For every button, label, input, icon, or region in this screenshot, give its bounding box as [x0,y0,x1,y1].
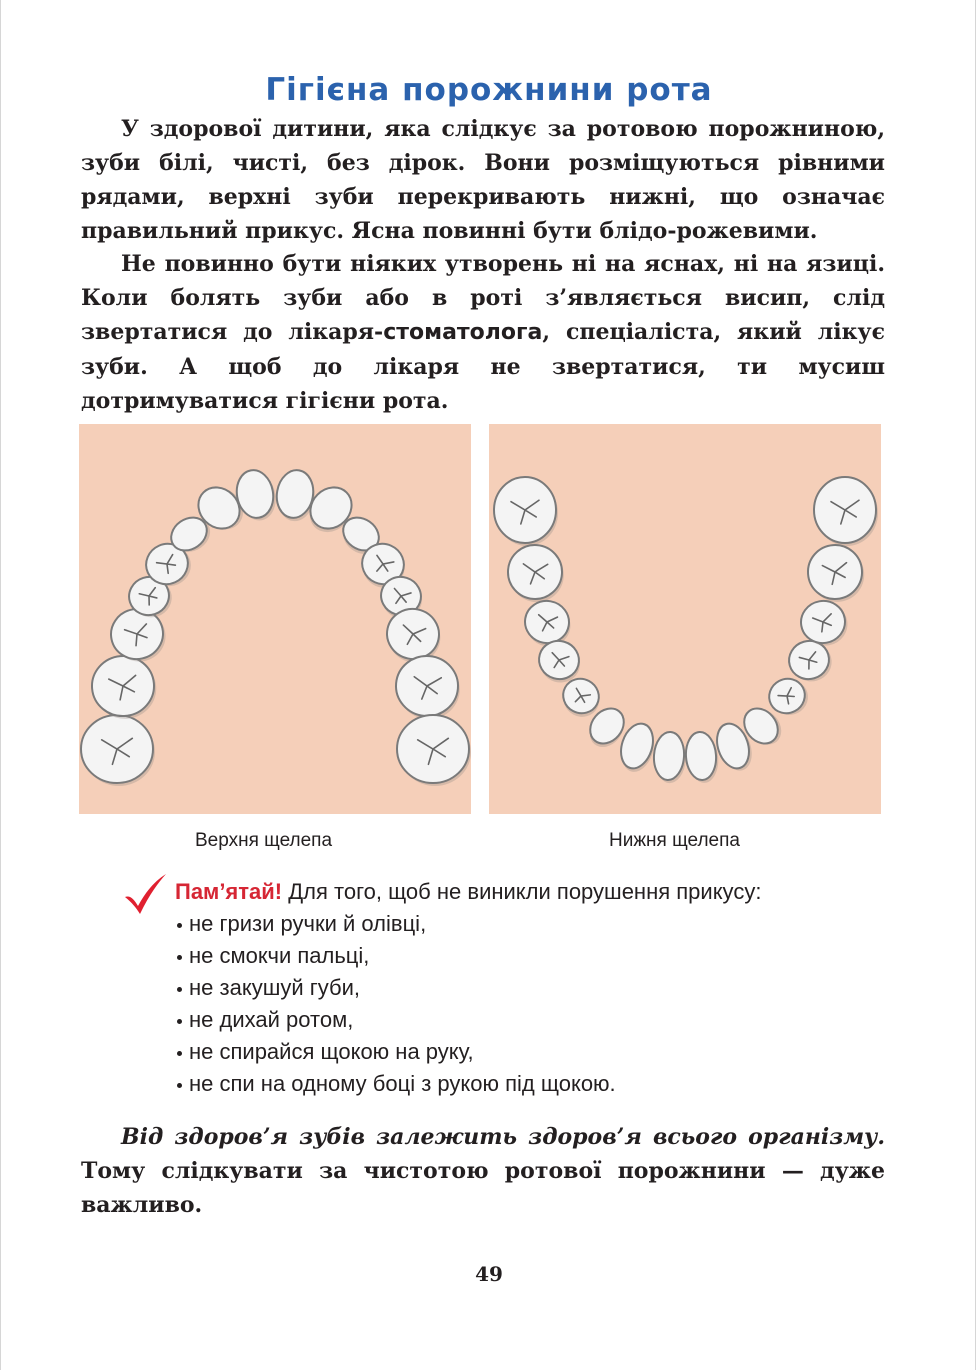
remember-intro: Для того, щоб не виникли порушення прикусу: [282,879,762,904]
page-title: Гігієна порожнини рота [265,72,713,108]
lower-jaw-drawing [489,424,881,814]
list-item: не смокчи пальці, [175,940,895,972]
list-item: не спи на одному боці з рукою під щокою. [175,1068,895,1100]
upper-jaw-illustration [79,424,471,814]
molar-tooth [393,653,462,721]
front-tooth [684,731,719,784]
paragraph-dentist [81,247,885,418]
paragraph-2-end: , спеціаліста, який лікує зуби. А щоб до лікаря не звертатися, ти мусиш дотримуватися гігієни рота. [81,319,886,414]
term-dentist: стоматолога [383,320,543,345]
remember-label: Пам’ятай! [175,879,283,904]
list-item: не дихай ротом, [175,1004,895,1036]
molar-tooth [494,477,558,546]
front-tooth [652,731,687,784]
paragraph-3 [81,1120,885,1222]
closing-italic: Від здоров’я зубів залежить здоров’я всього організму. [121,1124,885,1150]
closing-paragraph [81,1120,885,1222]
upper-jaw-caption: Верхня щелепа [195,830,333,851]
molar-tooth [814,477,878,546]
paragraph-healthy-teeth [81,112,885,248]
list-item: не спирайся щокою на руку, [175,1036,895,1068]
rules-list [175,908,895,1100]
molar-tooth [397,715,471,786]
remember-box [175,876,895,1100]
lower-jaw-illustration [489,424,881,814]
closing-rest: Тому слідкувати за чистотою ротової порожнини — дуже важливо. [81,1158,885,1218]
paragraph-2 [81,247,885,418]
molar-tooth [81,715,155,786]
lower-jaw-caption: Нижня щелепа [609,830,740,851]
molar-tooth [506,543,566,604]
list-item: не гризи ручки й олівці, [175,908,895,940]
upper-jaw-drawing [79,424,471,814]
molar-tooth [806,543,866,604]
paragraph-1: У здорової дитини, яка слідкує за ротовою порожниною, зуби білі, чисті, без дірок. Вони розміщуються рівними рядами, верхні зуби перекривають нижні, що означає правильний прикус. Ясна повинні бути блідо-рожевими. [81,116,885,244]
checkmark-icon [121,870,169,918]
list-item: не закушуй губи, [175,972,895,1004]
molar-tooth [90,653,159,721]
page-number: 49 [475,1262,503,1286]
paragraph-2-start: Не повинно бути ніяких утворень ні на яснах, ні на язиці. Коли болять зуби або в роті з’являється висип, слід звертатися до лікаря- [81,251,885,345]
remember-heading [175,876,895,908]
